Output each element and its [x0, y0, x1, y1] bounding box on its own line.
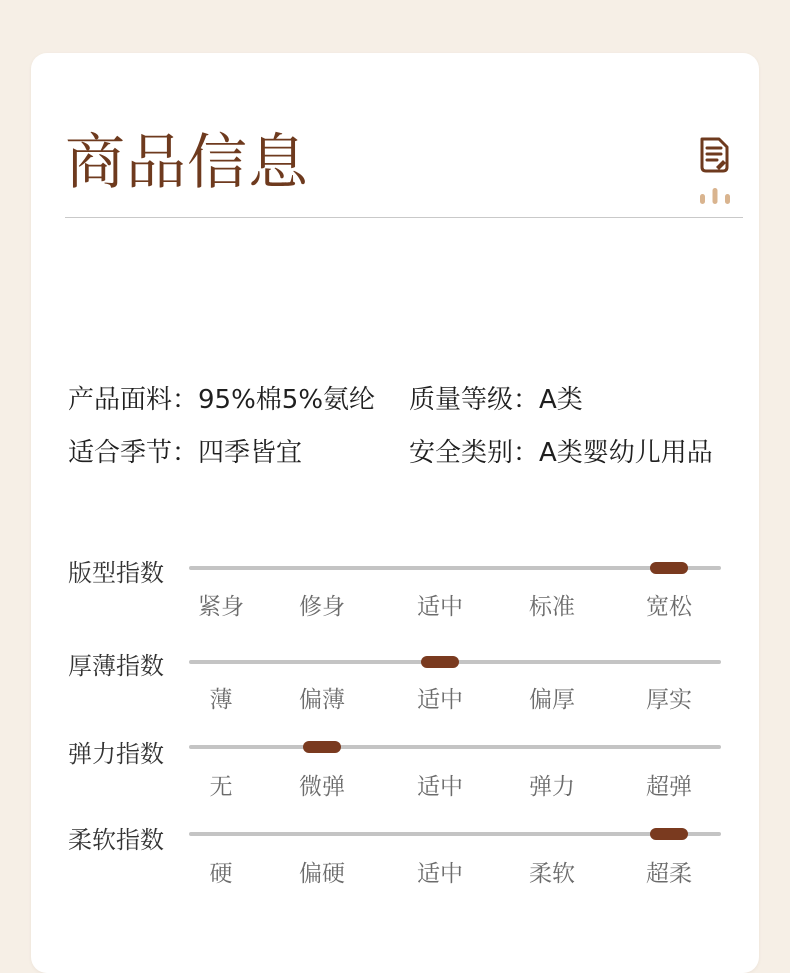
- metric-tick-label: 标准: [529, 594, 575, 620]
- metric-tick-label: 适中: [417, 594, 463, 620]
- metric-tick-label: 偏硬: [299, 861, 345, 887]
- metric-tick-label: 修身: [299, 594, 345, 620]
- metric-slider-knob[interactable]: [303, 741, 341, 753]
- metric-tick-label: 适中: [417, 687, 463, 713]
- metric-tick-label: 微弹: [299, 774, 345, 800]
- metric-slider-track[interactable]: [189, 832, 721, 836]
- page-title: 商品信息: [65, 128, 309, 198]
- season-info: 适合季节：四季皆宜: [68, 438, 303, 468]
- metric-tick-label: 偏厚: [529, 687, 575, 713]
- metric-tick-label: 弹力: [529, 774, 575, 800]
- metric-slider-knob[interactable]: [421, 656, 459, 668]
- metric-tick-label: 适中: [417, 861, 463, 887]
- metric-tick-label: 适中: [417, 774, 463, 800]
- metric-tick-label: 超弹: [646, 774, 692, 800]
- metric-tick-label: 紧身: [198, 594, 244, 620]
- product-info-card: [31, 53, 759, 973]
- safety-info: 安全类别：A类婴幼儿用品: [409, 438, 713, 468]
- metric-slider-track[interactable]: [189, 566, 721, 570]
- metric-label: 柔软指数: [68, 826, 164, 854]
- metric-tick-label: 厚实: [646, 687, 692, 713]
- bars-icon: [699, 188, 731, 208]
- metric-label: 厚薄指数: [68, 652, 164, 680]
- metric-tick-label: 无: [209, 774, 233, 800]
- metric-label: 弹力指数: [68, 740, 164, 768]
- metric-slider-track[interactable]: [189, 745, 721, 749]
- metric-slider-knob[interactable]: [650, 562, 688, 574]
- metric-tick-label: 超柔: [646, 861, 692, 887]
- metric-tick-label: 硬: [209, 861, 233, 887]
- metric-label: 版型指数: [68, 559, 164, 587]
- material-info: 产品面料：95%棉5%氨纶: [68, 385, 376, 415]
- metric-tick-label: 宽松: [646, 594, 692, 620]
- title-divider: [65, 217, 743, 218]
- document-icon: [697, 136, 731, 178]
- metric-tick-label: 偏薄: [299, 687, 345, 713]
- metric-slider-knob[interactable]: [650, 828, 688, 840]
- grade-info: 质量等级：A类: [409, 385, 583, 415]
- metric-tick-label: 柔软: [529, 861, 575, 887]
- metric-tick-label: 薄: [209, 687, 233, 713]
